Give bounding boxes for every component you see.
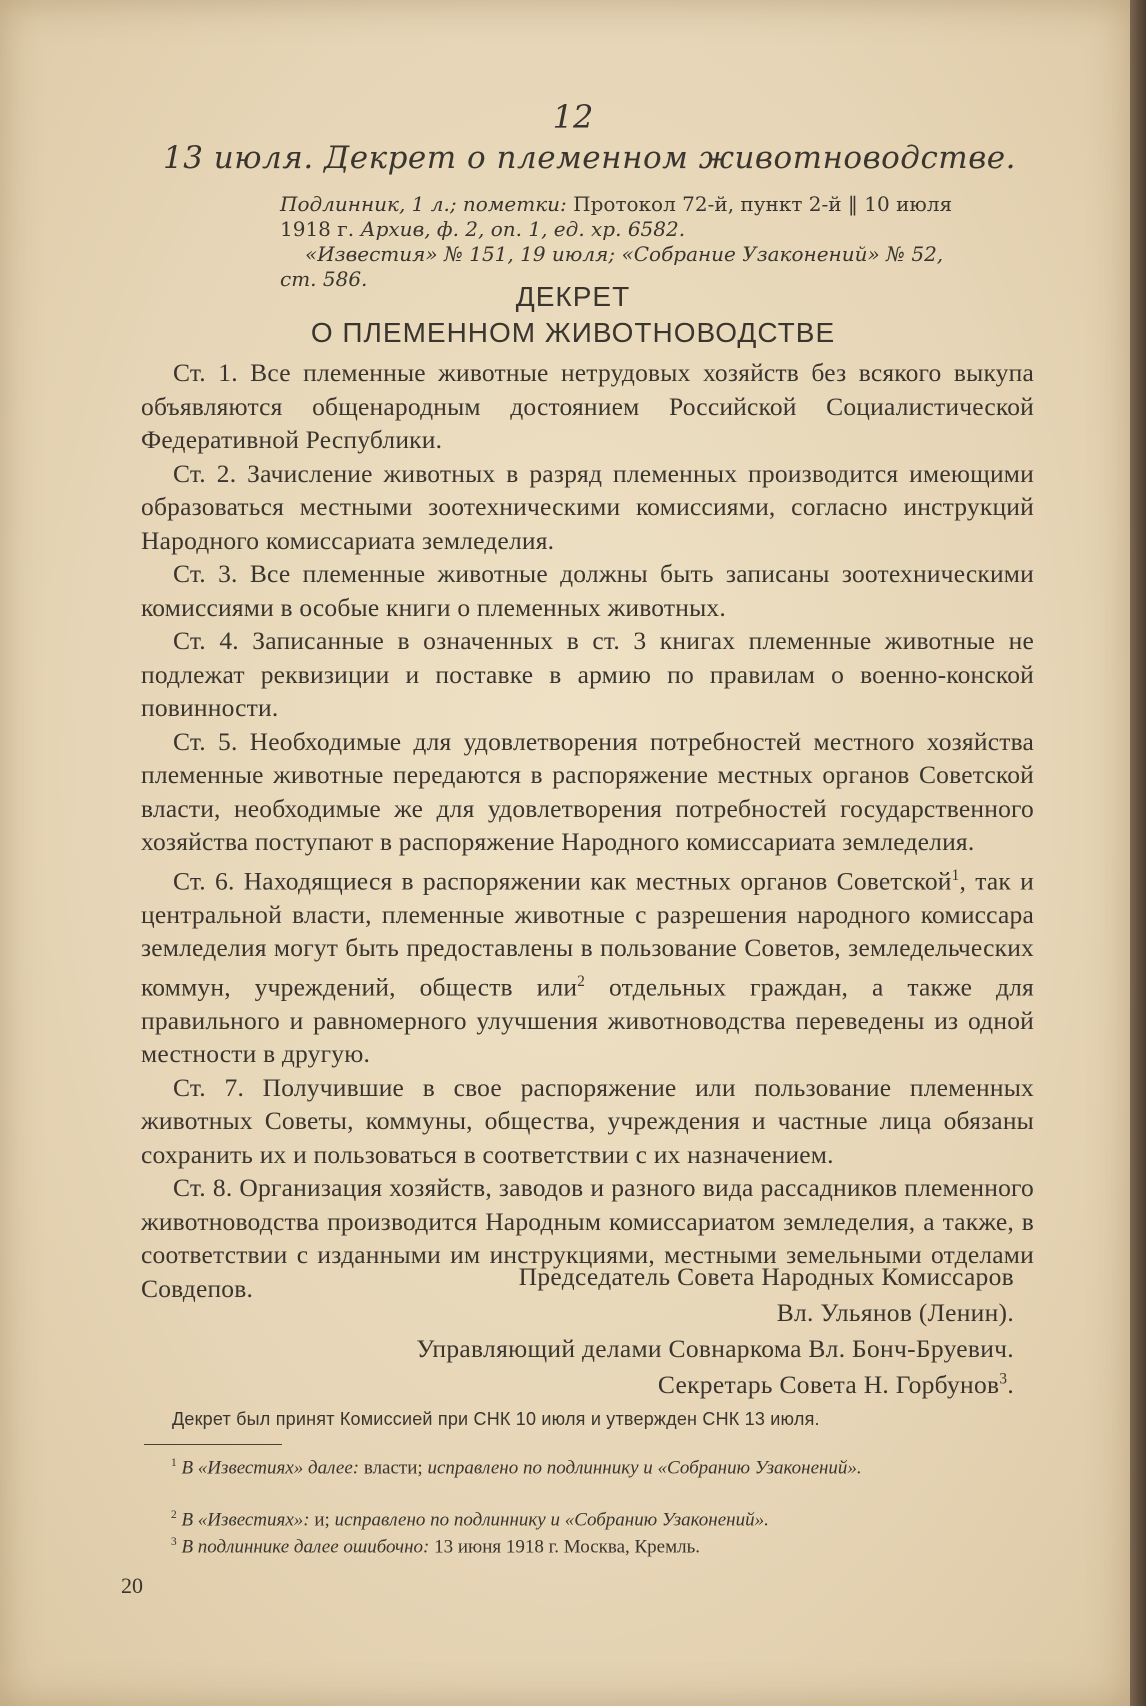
- page-number: 20: [121, 1573, 143, 1598]
- footnote-divider: [144, 1444, 282, 1445]
- decree-body: [141, 356, 1034, 1305]
- article-6: Ст. 6. Находящиеся в распоряжении как местных органов Советской$^1$, так и центральной власти, племенные животные с разрешения народного комиссара земледелия могут быть предоставлены в пользование Советов, земледельческих коммун, учреждений, обществ или$^2$ отдельных граждан, а также для правильного и равномерного улучшения животноводства переведены из одной местности в другую.: [141, 866, 1034, 1068]
- footnote-2: $^2$ В «Известиях»: и; исправлено по подлиннику и «Собранию Узаконений».: [171, 1509, 769, 1531]
- footnote-ref-2: 2: [577, 972, 586, 990]
- source-line-2: 1918 г. Архив, ф. 2, оп. 1, ед. хр. 6582.: [280, 217, 686, 241]
- footnote-1: $^1$ В «Известиях» далее: власти; исправлено по подлиннику и «Собранию Узаконений».: [171, 1457, 862, 1479]
- footnote-ref-1: 1: [951, 866, 960, 884]
- article-5: Ст. 5. Необходимые для удовлетворения потребностей местного хозяйства племенные животные передаются в распоряжение местных органов Советской власти, необходимые же для удовлетворения потребностей государственного хозяйства поступают в распоряжение Народного комиссариата земледелия.: [141, 726, 1034, 856]
- signature-gorbunov: Секретарь Совета Н. Горбунов$^3$.: [657, 1370, 1014, 1399]
- source-line-1: Подлинник, 1 л.; пометки: Протокол 72-й, пункт 2-й ‖ 10 июля: [280, 192, 953, 216]
- footnote-3: $^3$ В подлиннике далее ошибочно: 13 июня 1918 г. Москва, Кремль.: [171, 1536, 701, 1558]
- source-line-3: «Известия» № 151, 19 июля; «Собрание Узаконений» № 52,: [305, 242, 944, 266]
- signature-chairman-title: Председатель Совета Народных Комиссаров: [518, 1262, 1014, 1291]
- signature-bonch-bruevich: Управляющий делами Совнаркома Вл. Бонч-Бруевич.: [416, 1334, 1014, 1363]
- article-2: Ст. 2. Зачисление животных в разряд племенных производится имеющими образоваться местными зоотехническими комиссиями, согласно инструкций Народного комиссариата земледелия.: [141, 458, 1034, 555]
- adoption-note: Декрет был принят Комиссией при СНК 10 июля и утвержден СНК 13 июля.: [172, 1409, 820, 1429]
- document-number: 12: [552, 98, 594, 136]
- signature-lenin: Вл. Ульянов (Ленин).: [776, 1298, 1014, 1327]
- book-spine-edge: [1130, 0, 1146, 1706]
- source-line-4: ст. 586.: [280, 267, 368, 291]
- article-4: Ст. 4. Записанные в означенных в ст. 3 книгах племенные животные не подлежат реквизиции и поставке в армию по правилам о военно-конской повинности.: [141, 626, 1034, 722]
- decree-subtitle: О ПЛЕМЕННОМ ЖИВОТНОВОДСТВЕ: [310, 317, 836, 348]
- decree-title: ДЕКРЕТ: [515, 281, 631, 312]
- document-heading: 13 июля. Декрет о племенном животноводстве.: [163, 140, 1016, 176]
- article-7: Ст. 7. Получившие в свое распоряжение или пользование племенных животных Советы, коммуны, общества, учреждения и частные лица обязаны сохранить их и пользоваться в соответствии с их назначением.: [141, 1072, 1034, 1169]
- article-1: Ст. 1. Все племенные животные нетрудовых хозяйств без всякого выкупа объявляются общенародным достоянием Российской Социалистической Федеративной Республики.: [141, 358, 1034, 454]
- footnote-ref-3: 3: [999, 1370, 1008, 1388]
- article-3: Ст. 3. Все племенные животные должны быть записаны зоотехническими комиссиями в особые книги о племенных животных.: [141, 559, 1034, 622]
- article-8: Ст. 8. Организация хозяйств, заводов и разного вида рассадников племенного животноводства производится Народным комиссариатом земледелия, а также, в соответствии с изданными им инструкциями, местными земельными отделами Совдепов.: [141, 1173, 1034, 1303]
